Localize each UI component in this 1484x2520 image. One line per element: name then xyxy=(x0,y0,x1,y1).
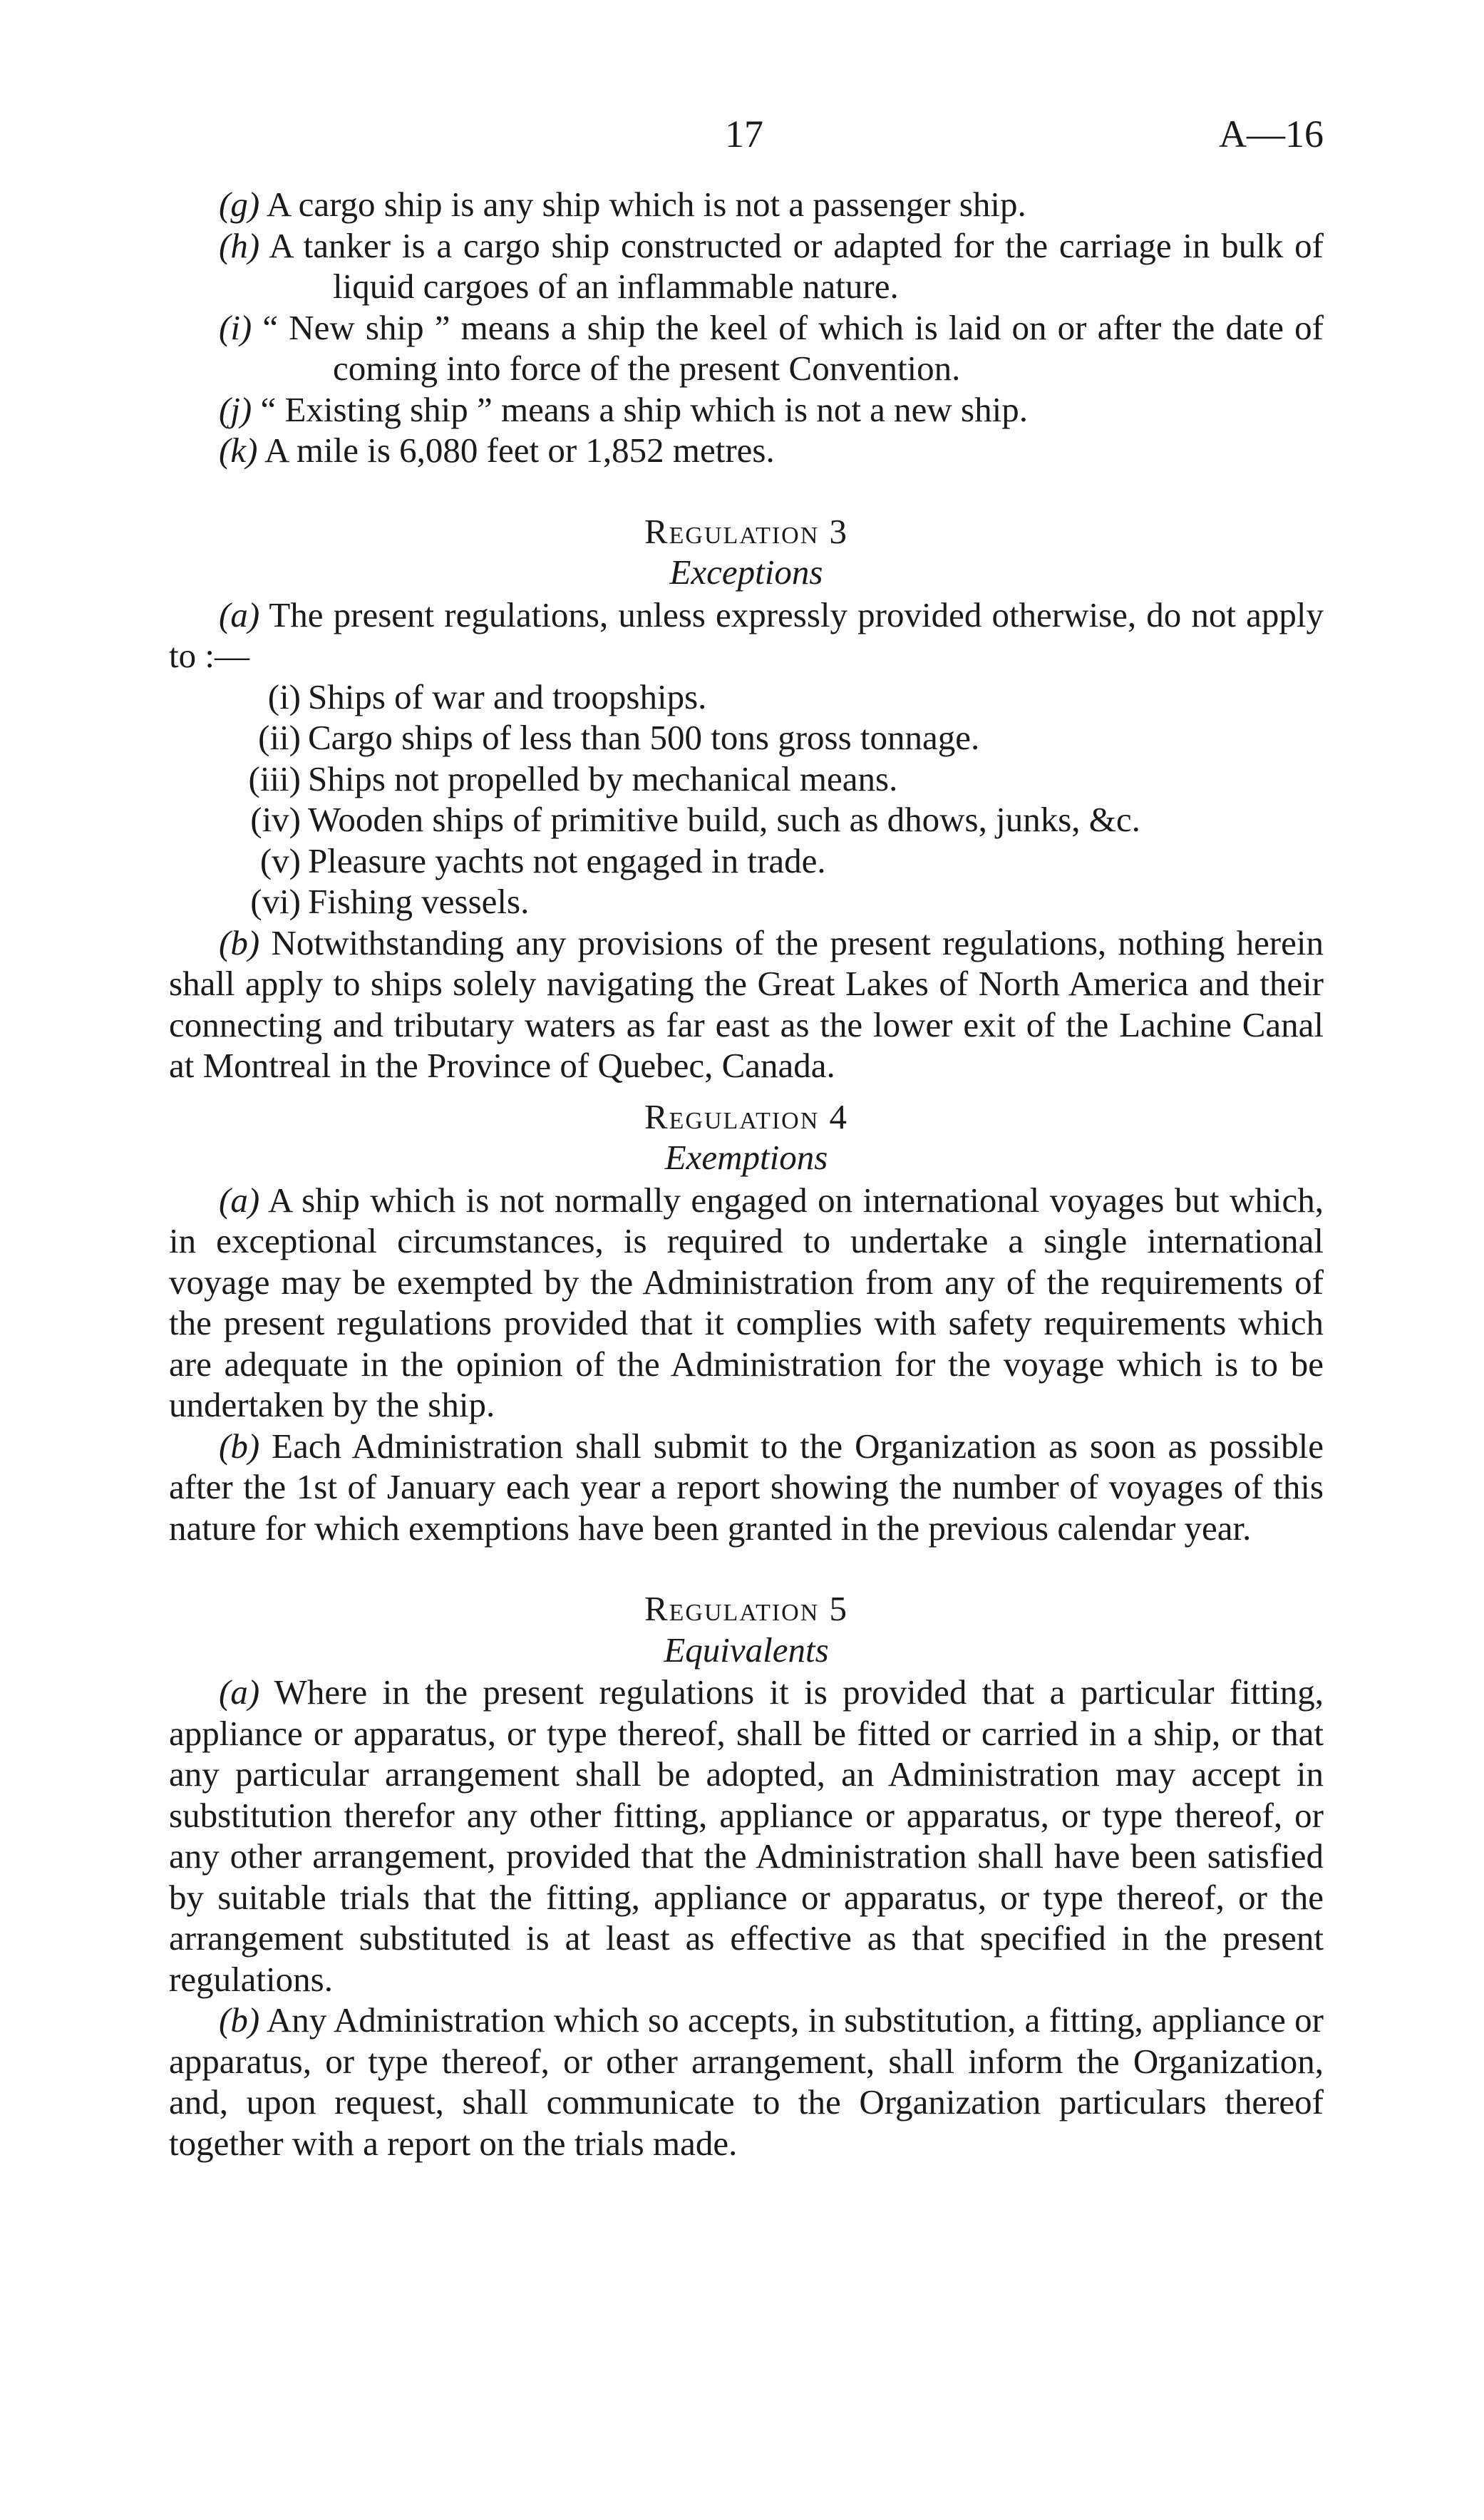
paragraph-label: (b) xyxy=(219,1426,260,1466)
page-number: 17 xyxy=(725,113,763,155)
list-item-text: Wooden ships of primitive build, such as dhows, junks, &c. xyxy=(308,800,1140,839)
regulation-3-section xyxy=(169,511,1324,1086)
paragraph xyxy=(169,2000,1324,2164)
paragraph-text: Any Administration which so accepts, in substitution, a fitting, appliance or apparatus, or type thereof, or other arrangement, shall inform the Organization, and, upon request, shall communicate to the Organization particulars thereof together with a report on the trials made. xyxy=(169,2000,1324,2163)
regulation-heading: Regulation 4 xyxy=(644,1096,849,1136)
paragraph-label: (a) xyxy=(219,595,260,634)
definition-text: “ Existing ship ” means a ship which is not a new ship. xyxy=(260,389,1028,429)
list-item xyxy=(169,799,1324,840)
definition-label: (i) xyxy=(219,307,252,347)
regulation-heading: Regulation 5 xyxy=(644,1589,849,1628)
list-item xyxy=(169,677,1324,718)
regulation-subheading: Exemptions xyxy=(664,1138,828,1177)
paragraph-label: (b) xyxy=(219,2000,260,2040)
list-item-number: (i) xyxy=(267,677,301,716)
paragraph-label: (a) xyxy=(219,1672,260,1712)
regulation-subheading: Equivalents xyxy=(664,1630,829,1670)
paragraph-text: Each Administration shall submit to the Organization as soon as possible after the 1st of January each year a report showing the number of voyages of this nature for which exemptions have been granted in the previous calendar year. xyxy=(169,1426,1324,1548)
definition-label: (g) xyxy=(219,185,260,224)
list-item-number: (v) xyxy=(259,840,301,880)
list-item xyxy=(169,881,1324,922)
regulation-4-section xyxy=(169,1096,1324,1549)
regulation-heading: Regulation 3 xyxy=(644,511,849,551)
paragraph xyxy=(169,922,1324,1086)
paragraph-text: A ship which is not normally engaged on international voyages but which, in exceptional circumstances, is required to undertake a single international voyage may be exempted by the Administration from any of the requirements of the present regulations provided that it complies with safety requirements which are adequate in the opinion of the Administration for the voyage which is to be undertaken by the ship. xyxy=(169,1180,1324,1424)
definition-item xyxy=(169,389,1324,431)
paragraph-text: Notwithstanding any provisions of the present regulations, nothing herein shall apply to ships solely navigating the Great Lakes of North America and their connecting and tributary waters as far east as the lower exit of the Lachine Canal at Montreal in the Province of Quebec, Canada. xyxy=(169,922,1324,1085)
definition-label: (k) xyxy=(219,431,258,470)
document-page xyxy=(169,114,1324,2164)
list-item-number: (iv) xyxy=(250,800,301,839)
definitions-list xyxy=(169,184,1324,471)
paragraph xyxy=(169,595,1324,677)
list-item-text: Pleasure yachts not engaged in trade. xyxy=(308,840,826,880)
paragraph-label: (a) xyxy=(219,1180,260,1220)
paragraph xyxy=(169,1180,1324,1426)
paragraph-text: Where in the present regulations it is provided that a particular fitting, appliance or apparatus, or type thereof, shall be fitted or carried in a ship, or that any particular arrangement shall be adopted, an Administration may accept in substitution therefor any other fitting, appliance or apparatus, or type thereof, or any other arrangement, provided that the Administration shall have been satisfied by suitable trials that the fitting, appliance or apparatus, or type thereof, or the arrangement substituted is at least as effective as that specified in the present regulations. xyxy=(169,1672,1324,1999)
paragraph xyxy=(169,1672,1324,2000)
list-item-text: Ships not propelled by mechanical means. xyxy=(308,758,898,798)
list-item xyxy=(169,840,1324,882)
list-item-number: (ii) xyxy=(258,718,301,757)
regulation-subheading: Exceptions xyxy=(669,552,823,592)
definition-item xyxy=(169,225,1324,307)
definition-text: A tanker is a cargo ship constructed or adapted for the carriage in bulk of liquid cargoes of an inflammable nature. xyxy=(269,225,1324,306)
definition-item xyxy=(169,307,1324,389)
list-item-text: Fishing vessels. xyxy=(308,882,530,921)
definition-text: “ New ship ” means a ship the keel of which is laid on or after the date of coming into force of the present Convention. xyxy=(262,307,1324,388)
definition-label: (h) xyxy=(219,225,260,265)
paragraph-label: (b) xyxy=(219,922,260,962)
list-item xyxy=(169,717,1324,758)
page-header xyxy=(169,114,1324,178)
definition-text: A mile is 6,080 feet or 1,852 metres. xyxy=(264,431,775,470)
definition-item xyxy=(169,430,1324,471)
list-item xyxy=(169,758,1324,800)
definition-text: A cargo ship is any ship which is not a passenger ship. xyxy=(266,185,1026,224)
list-item-number: (iii) xyxy=(248,758,301,798)
list-item-text: Ships of war and troopships. xyxy=(308,677,707,716)
list-item-number: (vi) xyxy=(250,882,301,921)
paragraph xyxy=(169,1426,1324,1549)
list-item-text: Cargo ships of less than 500 tons gross tonnage. xyxy=(308,718,980,757)
document-code: A—16 xyxy=(1219,113,1324,155)
definition-item xyxy=(169,184,1324,225)
paragraph-text: The present regulations, unless expressly provided otherwise, do not apply to :— xyxy=(169,595,1324,675)
definition-label: (j) xyxy=(219,389,252,429)
regulation-5-section xyxy=(169,1588,1324,2164)
exceptions-list xyxy=(169,677,1324,922)
